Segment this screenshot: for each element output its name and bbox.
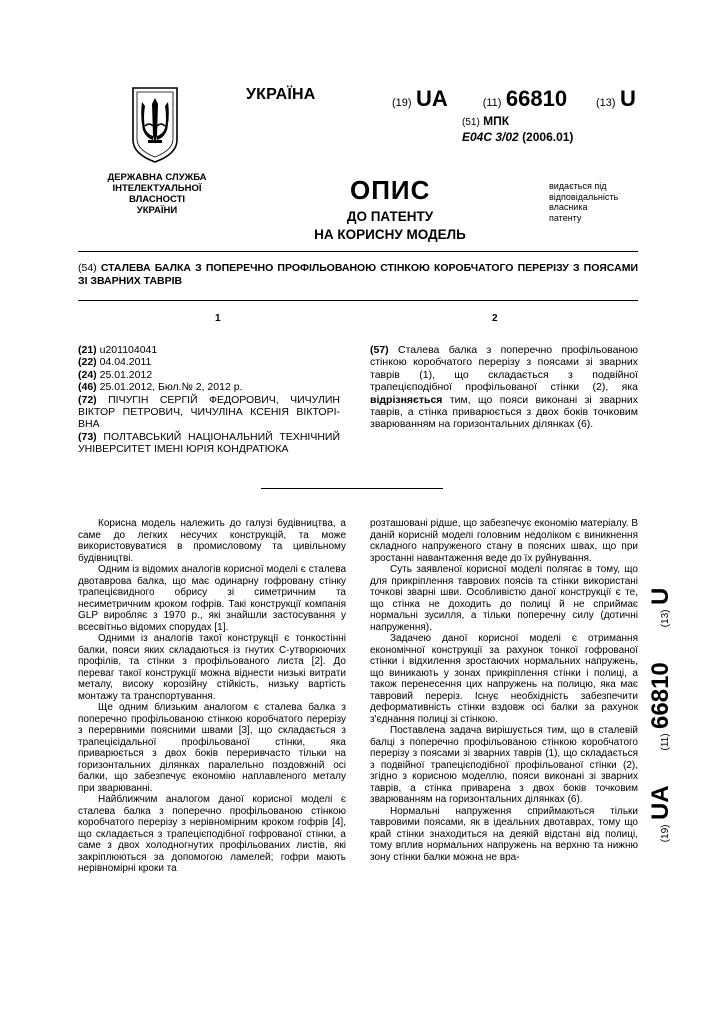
code-11: (11) bbox=[482, 97, 502, 109]
country-name: УКРАЇНА bbox=[246, 86, 316, 103]
paragraph: Одними із аналогів такої конструкції є тонкостінні балки, пояси яких складаються із гнутих С-утворюючих профілів, та стінки з профільованого листа [2]. До переваг такої конструкції можна віднести низькі витрати металу, високу корозійну стійкість, низьку вартість монтажу та транспортування. bbox=[78, 633, 346, 702]
field-73-cont: УНІВЕРСИТЕТ ІМЕНІ ЮРІЯ КОНДРАТЮКА bbox=[78, 443, 289, 456]
patent-office bbox=[100, 172, 214, 216]
patent-number: 66810 bbox=[505, 86, 568, 111]
title-text: СТАЛЕВА БАЛКА З ПОПЕРЕЧНО ПРОФІЛЬОВАНОЮ СТІНКОЮ КОРОБЧАТОГО ПЕРЕРІЗУ З ПОЯСАМИ ЗІ ЗВАРНИХ ТАВРІВ bbox=[78, 262, 638, 287]
title-code: (54) bbox=[78, 262, 97, 274]
abstract-text: Сталева балка з поперечно профільованою стінкою коробчатого перерізу з поясами зі зварних таврів (1), що складається з подвійної трапецієподібної профільованої стінки (2), яка bbox=[370, 344, 638, 394]
column-number: 2 bbox=[492, 313, 498, 324]
publication-codes bbox=[392, 86, 636, 112]
paragraph: Найближчим аналогом даної корисної моделі є сталева балка з поперечно профільованою стінкою коробчатого перерізу з нерівномірним кроком гофрів [4], що складається з трапецієподібної гофрованої стінки, а саме з двох холодногнутих профільованих листів, які закріплюються за допомогою ламелей; гофри мають нерівномірні кроки та bbox=[78, 794, 346, 874]
divider bbox=[78, 251, 638, 252]
office-line: ВЛАСНОСТІ bbox=[128, 194, 186, 205]
issued-line: видається під bbox=[549, 181, 607, 191]
side-patent-number: (19) UA (11) 66810 (13) U bbox=[647, 587, 674, 843]
kind-code: U bbox=[620, 86, 636, 111]
description-column-left bbox=[78, 518, 346, 875]
ipc-class: E04C 3/02 bbox=[462, 130, 519, 144]
paragraph: Поставлена задача вирішується тим, що в сталевій балці з поперечно профільованою стінкою коробчатого перерізу з поясами зі зварних таврів (1), що складається з подвійної трапецієподібної профільованої стінки (2), згідно з корисною моделлю, пояси виконані зі зварних таврів, а стінка приварена з двох боків точковим зварюванням на горизонтальних ділянках (6). bbox=[370, 725, 638, 805]
issued-note bbox=[549, 181, 639, 223]
country-code: UA bbox=[416, 86, 448, 111]
bibliographic-data bbox=[78, 344, 340, 456]
coat-of-arms-icon bbox=[131, 86, 179, 164]
divider bbox=[261, 488, 443, 489]
paragraph: Корисна модель належить до галузі будівництва, а саме до легких несучих конструкцій, та може використовуватися в промисловому та цивільному будівництві. bbox=[78, 518, 346, 564]
description-column-right bbox=[370, 518, 638, 863]
field-22: (22) 04.04.2011 bbox=[78, 356, 152, 369]
code-51: (51) bbox=[462, 117, 480, 128]
abstract-text: тим, що пояси виконані зі зварних таврів, а стінка приварюється з двох боків точковим зварюванням на горизонтальних ділянках (6). bbox=[370, 393, 638, 431]
column-number: 1 bbox=[215, 313, 221, 324]
paragraph: Суть заявленої корисної моделі полягає в тому, що для прикріплення таврових поясів та стінки використані точкові зварні шви. Особливістю даної конструкції є те, що стінка не доходить до полиці й не сприймає нормальні зусилля, а тільки поперечну силу (дотичні напруження). bbox=[370, 564, 638, 633]
code-19: (19) bbox=[392, 97, 412, 109]
divider bbox=[78, 300, 638, 301]
field-72-cont: ВНА bbox=[78, 418, 100, 431]
document-subtitle: НА КОРИСНУ МОДЕЛЬ bbox=[314, 227, 466, 242]
invention-title bbox=[78, 262, 638, 288]
abstract-code: (57) bbox=[370, 344, 389, 356]
paragraph: Ще одним близьким аналогом є сталева балка з поперечно профільованою стінкою коробчатого перерізу з перервними поясними швами [3], що складається з трапецієідальної профільованої стінки, яка приварюється з двох боків переривчасто тільки на горизонтальних ділянках паралельно поздовжній осі балки, що забезпечує економію наплавленого металу при зварюванні. bbox=[78, 702, 346, 794]
issued-line: відповідальність bbox=[549, 191, 619, 202]
paragraph: Одним із відомих аналогів корисної моделі є сталева двотаврова балка, що має одинарну гофровану стінку трапецієвидного обрису зі симетричним та несиметричним кроком гофрів. Такі конструкції компанія GLP виробляє з 1970 р., які знайшли застосування у всесвітньо відомих спорудах [1]. bbox=[78, 564, 346, 633]
ipc-version: (2006.01) bbox=[522, 130, 574, 144]
paragraph: Нормальні напруження сприймаються тільки тавровими поясами, як в ідеальних двотаврах, тому що край стінки знаходиться на деякій відстані від полиці, тому вплив нормальних напружень на верхню та нижню зону стінки балки можна не вра- bbox=[370, 805, 638, 863]
field-46: (46) 25.01.2012, Бюл.№ 2, 2012 р. bbox=[78, 381, 243, 394]
field-72: (72) ПІЧУГІН СЕРГІЙ ФЕДОРОВИЧ, ЧИЧУЛИН bbox=[78, 393, 340, 406]
document-subtitle: ДО ПАТЕНТУ bbox=[346, 209, 434, 224]
office-line: УКРАЇНИ bbox=[136, 205, 178, 216]
mpk-label: МПК bbox=[483, 114, 510, 128]
field-21: (21) u201104041 bbox=[78, 344, 158, 356]
issued-line: власника bbox=[549, 202, 588, 212]
office-line: ДЕРЖАВНА СЛУЖБА bbox=[107, 172, 207, 183]
ipc-row bbox=[462, 130, 573, 144]
field-73: (73) ПОЛТАВСЬКИЙ НАЦІОНАЛЬНИЙ ТЕХНІЧНИЙ bbox=[78, 430, 340, 443]
paragraph: розташовані рідше, що забезпечує економію матеріалу. В даній корисній моделі головним недоліком є виникнення складного напруженого стану в поясних швах, що при зростанні навантаження веде до їх руйнування. bbox=[370, 518, 638, 564]
abstract bbox=[370, 344, 638, 431]
field-72-cont: ВІКТОР ПЕТРОВИЧ, ЧИЧУЛІНА КСЕНІЯ ВІКТОРІ- bbox=[78, 406, 340, 419]
code-13: (13) bbox=[596, 97, 616, 109]
abstract-keyword: відрізняється bbox=[370, 393, 443, 406]
paragraph: Задачею даної корисної моделі є отримання економічної конструкції за рахунок тонкої гофрованої стінки і відхилення зростаючих нормальних напружень, що виникають у зонах прикріплення стінки і полиці, а також перенесення цих напружень на полицю, яка має тавровий переріз. Існує необхідність забезпечити деформативність стінки вздовж осі балки за рахунок з'єднання полиці зі стінкою. bbox=[370, 633, 638, 725]
field-24: (24) 25.01.2012 bbox=[78, 368, 153, 381]
document-title: ОПИС bbox=[350, 175, 431, 205]
office-line: ІНТЕЛЕКТУАЛЬНОЇ bbox=[112, 183, 202, 194]
issued-line: патенту bbox=[549, 212, 582, 223]
mpk-row bbox=[462, 114, 509, 128]
